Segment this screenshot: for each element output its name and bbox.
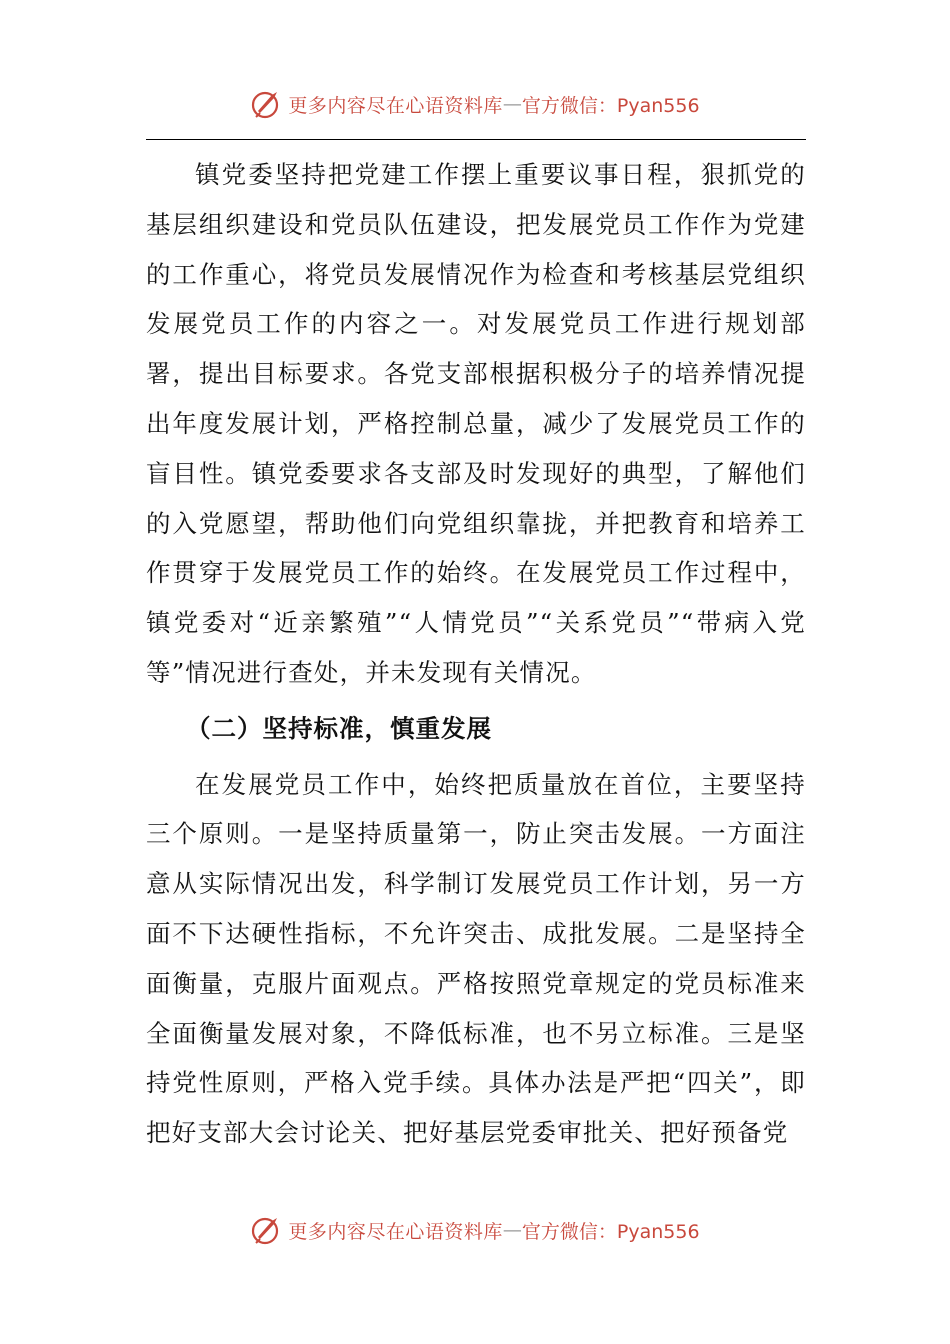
footer-banner-text: 更多内容尽在心语资料库 [288, 1220, 503, 1243]
header-separator: — [502, 93, 522, 115]
footer-banner [0, 1210, 950, 1250]
header-contact: 官方微信：Pyan556 [521, 94, 700, 117]
header-banner [0, 84, 950, 124]
document-body [146, 150, 806, 1158]
quill-pen-logo-icon [250, 87, 284, 121]
section-heading: （二）坚持标准，慎重发展 [186, 713, 492, 743]
footer-separator: — [502, 1219, 522, 1241]
quill-pen-logo-icon [250, 1213, 284, 1247]
footer-contact: 官方微信：Pyan556 [521, 1220, 700, 1243]
body-paragraph-1: 镇党委坚持把党建工作摆上重要议事日程，狠抓党的基层组织建设和党员队伍建设，把发展党员工作作为党建的工作重心，将党员发展情况作为检查和考核基层党组织发展党员工作的内容之一。对发展党员工作进行规划部署，提出目标要求。各党支部根据积极分子的培养情况提出年度发展计划，严格控制总量，减少了发展党员工作的盲目性。镇党委要求各支部及时发现好的典型，了解他们的入党愿望，帮助他们向党组织靠拢，并把教育和培养工作贯穿于发展党员工作的始终。在发展党员工作过程中，镇党委对“近亲繁殖”“人情党员”“关系党员”“带病入党等”情况进行查处，并未发现有关情况。 [146, 160, 806, 687]
body-paragraph-2: 在发展党员工作中，始终把质量放在首位，主要坚持三个原则。一是坚持质量第一，防止突击发展。一方面注意从实际情况出发，科学制订发展党员工作计划，另一方面不下达硬性指标，不允许突击、成批发展。二是坚持全面衡量，克服片面观点。严格按照党章规定的党员标准来全面衡量发展对象，不降低标准，也不另立标准。三是坚持党性原则，严格入党手续。具体办法是严把“四关”，即把好支部大会讨论关、把好基层党委审批关、把好预备党 [146, 769, 806, 1148]
header-banner-text: 更多内容尽在心语资料库 [288, 94, 503, 117]
header-rule [146, 139, 806, 140]
